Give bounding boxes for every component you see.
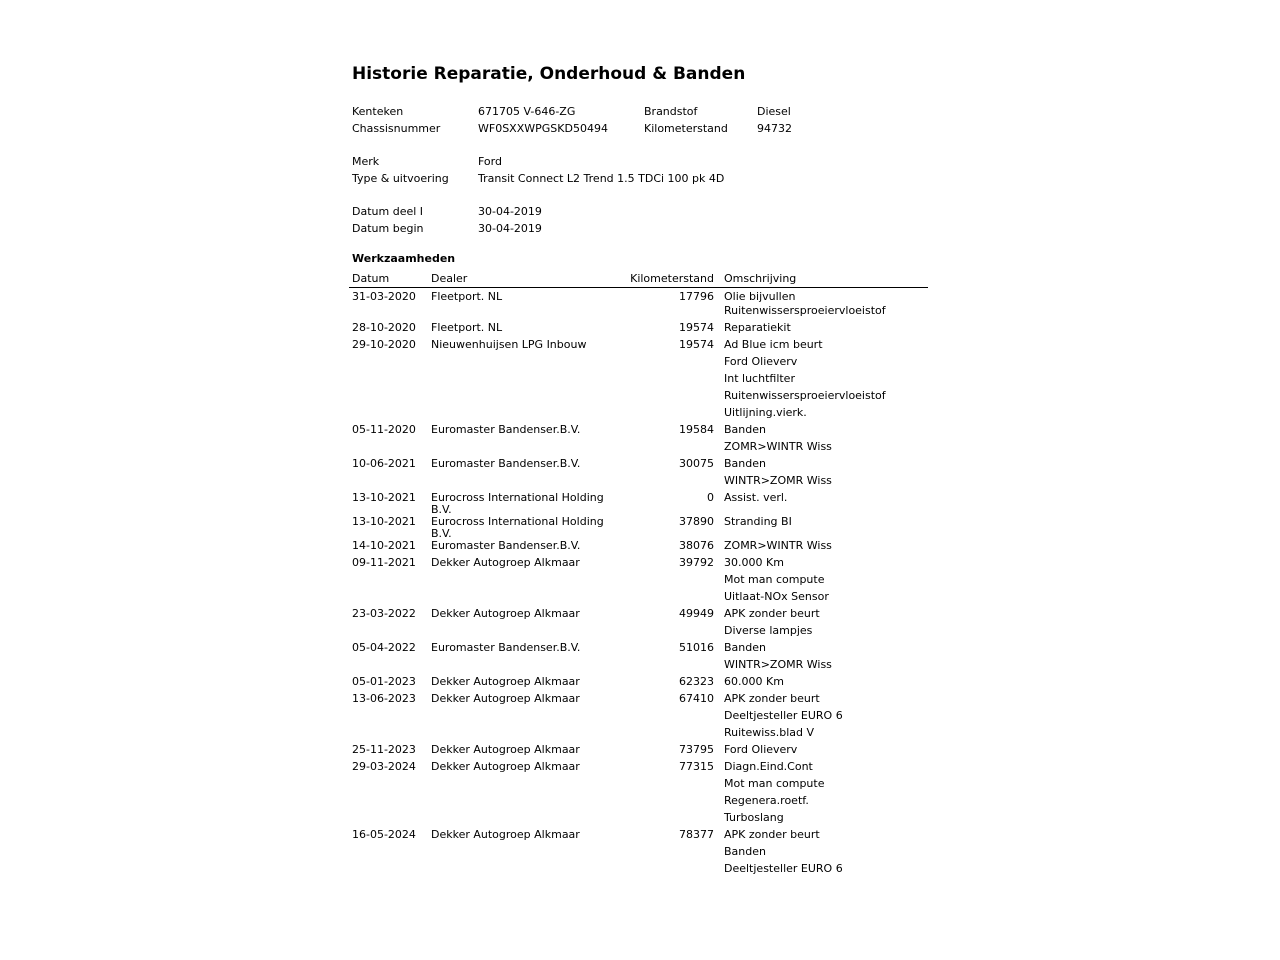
row-dealer: Fleetport. NL <box>431 321 503 334</box>
row-omschrijving: 30.000 Km <box>724 556 784 569</box>
row-datum: 16-05-2024 <box>352 828 416 841</box>
table-row <box>349 458 928 475</box>
row-omschrijving: Reparatiekit <box>724 321 791 334</box>
table-row <box>349 642 928 659</box>
table-row <box>349 574 928 591</box>
row-dealer-empty <box>428 778 608 795</box>
row-omschrijving: Deeltjesteller EURO 6 <box>724 709 843 722</box>
table-row <box>349 846 928 863</box>
table-row <box>349 288 928 306</box>
row-dealer: Euromaster Bandenser.B.V. <box>431 423 581 436</box>
row-datum-empty <box>349 356 428 373</box>
row-omschrijving: Diverse lampjes <box>724 624 813 637</box>
row-kilometerstand-empty <box>608 795 721 812</box>
table-row <box>349 356 928 373</box>
row-omschrijving: Mot man compute <box>724 777 825 790</box>
row-kilometerstand-empty <box>608 710 721 727</box>
brandstof-value: Diesel <box>757 105 791 118</box>
row-omschrijving: 60.000 Km <box>724 675 784 688</box>
table-row <box>349 829 928 846</box>
datum-begin-value: 30-04-2019 <box>478 222 542 235</box>
row-datum-empty <box>349 305 428 322</box>
datum-begin-label: Datum begin <box>352 222 424 235</box>
row-kilometerstand: 73795 <box>679 743 714 756</box>
table-row <box>349 492 928 516</box>
row-dealer: Dekker Autogroep Alkmaar <box>431 607 580 620</box>
row-datum-empty <box>349 407 428 424</box>
kilometerstand-value: 94732 <box>757 122 792 135</box>
row-dealer-empty <box>428 863 608 880</box>
row-omschrijving: Ruitewiss.blad V <box>724 726 815 739</box>
werkzaamheden-table <box>349 271 928 880</box>
row-datum: 29-10-2020 <box>352 338 416 351</box>
column-header-dealer: Dealer <box>428 271 608 288</box>
table-row <box>349 659 928 676</box>
row-omschrijving: ZOMR>WINTR Wiss <box>724 539 832 552</box>
row-kilometerstand-empty <box>608 574 721 591</box>
row-kilometerstand-empty <box>608 778 721 795</box>
row-kilometerstand-empty <box>608 591 721 608</box>
row-datum-empty <box>349 795 428 812</box>
row-datum: 14-10-2021 <box>352 539 416 552</box>
row-omschrijving: Ad Blue icm beurt <box>724 338 823 351</box>
row-datum-empty <box>349 574 428 591</box>
table-row <box>349 557 928 574</box>
type-uitvoering-value: Transit Connect L2 Trend 1.5 TDCi 100 pk 4D <box>478 172 725 185</box>
row-kilometerstand: 77315 <box>679 760 714 773</box>
row-dealer-empty <box>428 812 608 829</box>
row-omschrijving: Ford Olieverv <box>724 743 798 756</box>
row-omschrijving: Deeltjesteller EURO 6 <box>724 862 843 875</box>
row-datum-empty <box>349 812 428 829</box>
table-row <box>349 608 928 625</box>
row-dealer: Dekker Autogroep Alkmaar <box>431 760 580 773</box>
row-omschrijving: Turboslang <box>724 811 784 824</box>
kenteken-value: 671705 V-646-ZG <box>478 105 576 118</box>
page-title: Historie Reparatie, Onderhoud & Banden <box>352 64 746 84</box>
row-datum: 31-03-2020 <box>352 290 416 303</box>
row-omschrijving: Ruitenwissersproeiervloeistof <box>724 304 886 317</box>
row-kilometerstand: 39792 <box>679 556 714 569</box>
row-dealer: Dekker Autogroep Alkmaar <box>431 675 580 688</box>
row-dealer: Eurocross International Holding B.V. <box>431 491 604 516</box>
table-row <box>349 441 928 458</box>
row-omschrijving: Olie bijvullen <box>724 290 796 303</box>
datum-deel-value: 30-04-2019 <box>478 205 542 218</box>
row-omschrijving: Banden <box>724 641 766 654</box>
row-datum-empty <box>349 591 428 608</box>
row-omschrijving: ZOMR>WINTR Wiss <box>724 440 832 453</box>
table-row <box>349 795 928 812</box>
row-dealer-empty <box>428 475 608 492</box>
row-dealer: Fleetport. NL <box>431 290 503 303</box>
row-omschrijving: WINTR>ZOMR Wiss <box>724 658 832 671</box>
row-omschrijving: Ruitenwissersproeiervloeistof <box>724 389 886 402</box>
row-kilometerstand: 38076 <box>679 539 714 552</box>
row-kilometerstand: 62323 <box>679 675 714 688</box>
row-omschrijving: Diagn.Eind.Cont <box>724 760 813 773</box>
table-row <box>349 475 928 492</box>
row-datum-empty <box>349 659 428 676</box>
table-row <box>349 761 928 778</box>
column-header-omschrijving: Omschrijving <box>721 271 928 288</box>
table-row <box>349 424 928 441</box>
row-omschrijving: Regenera.roetf. <box>724 794 809 807</box>
table-row <box>349 591 928 608</box>
row-dealer-empty <box>428 441 608 458</box>
row-dealer-empty <box>428 625 608 642</box>
row-kilometerstand-empty <box>608 659 721 676</box>
table-row <box>349 625 928 642</box>
row-kilometerstand: 30075 <box>679 457 714 470</box>
row-omschrijving: Uitlaat-NOx Sensor <box>724 590 829 603</box>
row-datum: 10-06-2021 <box>352 457 416 470</box>
row-datum: 29-03-2024 <box>352 760 416 773</box>
datum-deel-label: Datum deel I <box>352 205 424 218</box>
row-dealer-empty <box>428 659 608 676</box>
row-kilometerstand-empty <box>608 305 721 322</box>
row-omschrijving: APK zonder beurt <box>724 692 820 705</box>
row-kilometerstand: 78377 <box>679 828 714 841</box>
row-kilometerstand: 51016 <box>679 641 714 654</box>
table-row <box>349 676 928 693</box>
kilometerstand-label: Kilometerstand <box>644 122 728 135</box>
table-body <box>349 288 928 881</box>
table-row <box>349 744 928 761</box>
row-datum: 13-10-2021 <box>352 515 416 528</box>
table-row <box>349 373 928 390</box>
row-dealer-empty <box>428 390 608 407</box>
row-dealer-empty <box>428 591 608 608</box>
row-dealer-empty <box>428 574 608 591</box>
kenteken-label: Kenteken <box>352 105 404 118</box>
row-datum-empty <box>349 863 428 880</box>
table-header-row <box>349 271 928 288</box>
table-row <box>349 812 928 829</box>
merk-label: Merk <box>352 155 380 168</box>
row-dealer: Euromaster Bandenser.B.V. <box>431 457 581 470</box>
row-omschrijving: APK zonder beurt <box>724 607 820 620</box>
table-row <box>349 778 928 795</box>
row-datum: 23-03-2022 <box>352 607 416 620</box>
row-kilometerstand-empty <box>608 356 721 373</box>
row-dealer: Euromaster Bandenser.B.V. <box>431 539 581 552</box>
row-kilometerstand: 19574 <box>679 338 714 351</box>
row-dealer: Dekker Autogroep Alkmaar <box>431 828 580 841</box>
table-row <box>349 339 928 356</box>
row-kilometerstand-empty <box>608 625 721 642</box>
table-row <box>349 322 928 339</box>
row-kilometerstand-empty <box>608 846 721 863</box>
row-omschrijving: Uitlijning.vierk. <box>724 406 807 419</box>
table-row <box>349 693 928 710</box>
row-datum: 13-06-2023 <box>352 692 416 705</box>
table-row <box>349 305 928 322</box>
row-datum: 05-04-2022 <box>352 641 416 654</box>
row-kilometerstand-empty <box>608 475 721 492</box>
row-datum-empty <box>349 625 428 642</box>
row-kilometerstand: 19584 <box>679 423 714 436</box>
row-datum-empty <box>349 390 428 407</box>
type-uitvoering-label: Type & uitvoering <box>352 172 449 185</box>
row-kilometerstand-empty <box>608 812 721 829</box>
row-dealer-empty <box>428 356 608 373</box>
row-omschrijving: Banden <box>724 423 766 436</box>
row-kilometerstand: 37890 <box>679 515 714 528</box>
row-datum: 05-01-2023 <box>352 675 416 688</box>
table-row <box>349 516 928 540</box>
row-dealer: Dekker Autogroep Alkmaar <box>431 556 580 569</box>
row-omschrijving: Ford Olieverv <box>724 355 798 368</box>
row-dealer-empty <box>428 305 608 322</box>
chassisnummer-value: WF0SXXWPGSKD50494 <box>478 122 608 135</box>
row-dealer: Euromaster Bandenser.B.V. <box>431 641 581 654</box>
row-kilometerstand: 17796 <box>679 290 714 303</box>
row-datum-empty <box>349 778 428 795</box>
row-dealer-empty <box>428 727 608 744</box>
table-row <box>349 710 928 727</box>
row-omschrijving: APK zonder beurt <box>724 828 820 841</box>
row-datum: 05-11-2020 <box>352 423 416 436</box>
row-dealer-empty <box>428 795 608 812</box>
row-datum: 28-10-2020 <box>352 321 416 334</box>
row-kilometerstand-empty <box>608 390 721 407</box>
column-header-kilometerstand: Kilometerstand <box>608 271 721 288</box>
row-dealer: Dekker Autogroep Alkmaar <box>431 692 580 705</box>
row-kilometerstand-empty <box>608 727 721 744</box>
row-kilometerstand: 49949 <box>679 607 714 620</box>
row-datum-empty <box>349 475 428 492</box>
row-dealer-empty <box>428 407 608 424</box>
row-dealer-empty <box>428 846 608 863</box>
row-omschrijving: Stranding BI <box>724 515 792 528</box>
row-kilometerstand: 0 <box>707 491 714 504</box>
row-kilometerstand-empty <box>608 441 721 458</box>
table-row <box>349 407 928 424</box>
row-dealer-empty <box>428 373 608 390</box>
row-omschrijving: Assist. verl. <box>724 491 788 504</box>
table-row <box>349 390 928 407</box>
row-kilometerstand-empty <box>608 373 721 390</box>
row-omschrijving: Int luchtfilter <box>724 372 795 385</box>
table-row <box>349 727 928 744</box>
row-kilometerstand-empty <box>608 863 721 880</box>
row-omschrijving: Mot man compute <box>724 573 825 586</box>
row-datum-empty <box>349 441 428 458</box>
merk-value: Ford <box>478 155 502 168</box>
row-kilometerstand-empty <box>608 407 721 424</box>
row-kilometerstand: 67410 <box>679 692 714 705</box>
row-kilometerstand: 19574 <box>679 321 714 334</box>
row-datum: 09-11-2021 <box>352 556 416 569</box>
column-header-datum: Datum <box>349 271 428 288</box>
werkzaamheden-heading: Werkzaamheden <box>352 252 456 265</box>
row-datum-empty <box>349 373 428 390</box>
row-omschrijving: Banden <box>724 845 766 858</box>
row-dealer-empty <box>428 710 608 727</box>
row-datum: 13-10-2021 <box>352 491 416 504</box>
row-dealer: Nieuwenhuijsen LPG Inbouw <box>431 338 587 351</box>
row-dealer: Eurocross International Holding B.V. <box>431 515 604 540</box>
row-datum-empty <box>349 710 428 727</box>
row-dealer: Dekker Autogroep Alkmaar <box>431 743 580 756</box>
table-row <box>349 863 928 880</box>
brandstof-label: Brandstof <box>644 105 698 118</box>
row-datum-empty <box>349 727 428 744</box>
row-omschrijving: WINTR>ZOMR Wiss <box>724 474 832 487</box>
chassisnummer-label: Chassisnummer <box>352 122 441 135</box>
row-omschrijving: Banden <box>724 457 766 470</box>
table-row <box>349 540 928 557</box>
row-datum-empty <box>349 846 428 863</box>
row-datum: 25-11-2023 <box>352 743 416 756</box>
